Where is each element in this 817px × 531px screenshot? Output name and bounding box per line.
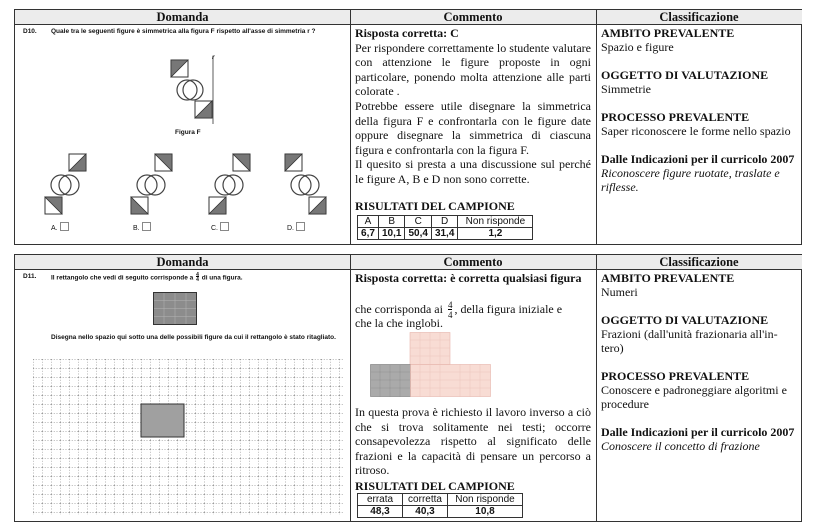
- d10-results-title: RISULTATI DEL CAMPIONE: [355, 199, 515, 213]
- d10-oggetto: Simmetrie: [601, 82, 651, 96]
- d11-question: Il rettangolo che vedi di seguito corrisponde a 4 4 di una figura.: [51, 272, 243, 283]
- d11-classification: [601, 271, 799, 453]
- checkbox-icon[interactable]: [296, 222, 305, 231]
- d11-answer-line3: che la che inglobi.: [355, 316, 443, 330]
- d11-oggetto: Frazioni (dall'unità frazionaria all'in-tero): [601, 327, 778, 355]
- d11-dotted-grid[interactable]: [33, 359, 345, 517]
- d11-results-title: RISULTATI DEL CAMPIONE: [355, 479, 515, 493]
- header-commento: Commento: [350, 10, 596, 25]
- d10-question: Quale tra le seguenti figure è simmetrica alla figura F rispetto all'asse di simmetria r ?: [51, 28, 316, 35]
- d11-instruction: Disegna nello spazio qui sotto una delle possibili figure da cui il rettangolo è stato ritagliato.: [51, 334, 336, 341]
- table-header: errata: [358, 494, 403, 506]
- d10-option-b-figure: [123, 150, 181, 220]
- d11-number: D11.: [23, 273, 37, 280]
- table-header: B: [379, 216, 405, 228]
- table-header: Non risponde: [458, 216, 533, 228]
- table-header: Non risponde: [448, 494, 523, 506]
- d10-processo-heading: PROCESSO PREVALENTE: [601, 110, 750, 124]
- d10-comment-p3: Il quesito si presta a una discussione sul perché le figure A, B e D non sono corrette.: [355, 157, 591, 186]
- d10-results-table: [357, 215, 533, 240]
- table-cell: 1,2: [458, 228, 533, 240]
- d11-oggetto-heading: OGGETTO DI VALUTAZIONE: [601, 313, 769, 327]
- d10-indicazioni-heading: Dalle Indicazioni per il curricolo 2007: [601, 152, 795, 166]
- d10-option-a[interactable]: A.: [51, 222, 69, 232]
- d10-option-c[interactable]: C.: [211, 222, 229, 232]
- table-header: D: [431, 216, 457, 228]
- table-cell: 31,4: [431, 228, 457, 240]
- header-classificazione: Classificazione: [596, 10, 802, 25]
- d11-example-figure: [370, 332, 510, 398]
- item-d10-block: [14, 9, 802, 245]
- d11-answer-fraction-den: 4: [447, 310, 453, 320]
- d10-axis-label: r: [212, 54, 215, 61]
- d10-option-c-figure: [201, 150, 259, 220]
- header-domanda: Domanda: [15, 255, 350, 270]
- checkbox-icon[interactable]: [142, 222, 151, 231]
- d10-option-d-figure: [277, 150, 335, 220]
- d10-number: D10.: [23, 28, 37, 35]
- table-header: corretta: [403, 494, 448, 506]
- d11-processo: Conoscere e padroneggiare algoritmi e procedure: [601, 383, 787, 411]
- checkbox-icon[interactable]: [60, 222, 69, 231]
- header-commento: Commento: [350, 255, 596, 270]
- item-d11-block: [14, 254, 802, 522]
- header-classificazione: Classificazione: [596, 255, 802, 270]
- d10-indicazioni: Riconoscere figure ruotate, traslate e riflesse.: [601, 166, 780, 194]
- d11-ambito: Numeri: [601, 285, 638, 299]
- d10-figure-label: Figura F: [175, 129, 201, 136]
- table-cell: 50,4: [405, 228, 431, 240]
- d11-answer-line2: che corrisponda ai $\frac{4}{4}$ , della figura iniziale e: [355, 300, 563, 320]
- d10-option-d[interactable]: D.: [287, 222, 305, 232]
- d10-ambito-heading: AMBITO PREVALENTE: [601, 26, 735, 40]
- header-domanda: Domanda: [15, 10, 350, 25]
- table-cell: 10,1: [379, 228, 405, 240]
- d10-figure-f: [165, 54, 225, 124]
- d11-fraction-numerator: 4: [196, 272, 199, 278]
- d10-option-a-figure: [37, 150, 95, 220]
- table-cell: 6,7: [358, 228, 379, 240]
- d11-fraction-denominator: 4: [196, 277, 199, 283]
- d11-results-table: [357, 493, 523, 518]
- d11-processo-heading: PROCESSO PREVALENTE: [601, 369, 750, 383]
- table-header: C: [405, 216, 431, 228]
- d10-classification: [601, 26, 799, 194]
- table-header: A: [358, 216, 379, 228]
- d11-answer-line1: Risposta corretta: è corretta qualsiasi figura: [355, 271, 582, 285]
- d10-answer: Risposta corretta: C: [355, 26, 459, 40]
- d11-comment: In questa prova è richiesto il lavoro inverso a ciò che si trova solitamente nei testi; occorre consapevolezza rispetto al significato delle frazioni e la capacità di pensare un percorso a ritroso.: [355, 405, 591, 478]
- d11-ambito-heading: AMBITO PREVALENTE: [601, 271, 735, 285]
- d11-indicazioni-heading: Dalle Indicazioni per il curricolo 2007: [601, 425, 795, 439]
- checkbox-icon[interactable]: [220, 222, 229, 231]
- d10-comment: [355, 26, 591, 187]
- table-cell: 48,3: [358, 506, 403, 518]
- d11-rectangle: [153, 292, 197, 325]
- d11-indicazioni: Conoscere il concetto di frazione: [601, 439, 760, 453]
- d10-comment-p2: Potrebbe essere utile disegnare la simmetrica della figura F e confrontarla con le figure date oppure disegnare la simmetrica di ciascuna figura e confrontarla con la figura F.: [355, 98, 591, 157]
- d10-option-b[interactable]: B.: [133, 222, 151, 232]
- d10-comment-p1: Per rispondere correttamente lo studente valutare con attenzione le figure proposte in ogni particolare, ponendo molta attenzione alle parti colorate .: [355, 40, 591, 99]
- d10-processo: Saper riconoscere le forme nello spazio: [601, 124, 791, 138]
- d10-oggetto-heading: OGGETTO DI VALUTAZIONE: [601, 68, 769, 82]
- d10-ambito: Spazio e figure: [601, 40, 674, 54]
- d11-answer-fraction-num: 4: [447, 300, 453, 310]
- table-cell: 10,8: [448, 506, 523, 518]
- table-cell: 40,3: [403, 506, 448, 518]
